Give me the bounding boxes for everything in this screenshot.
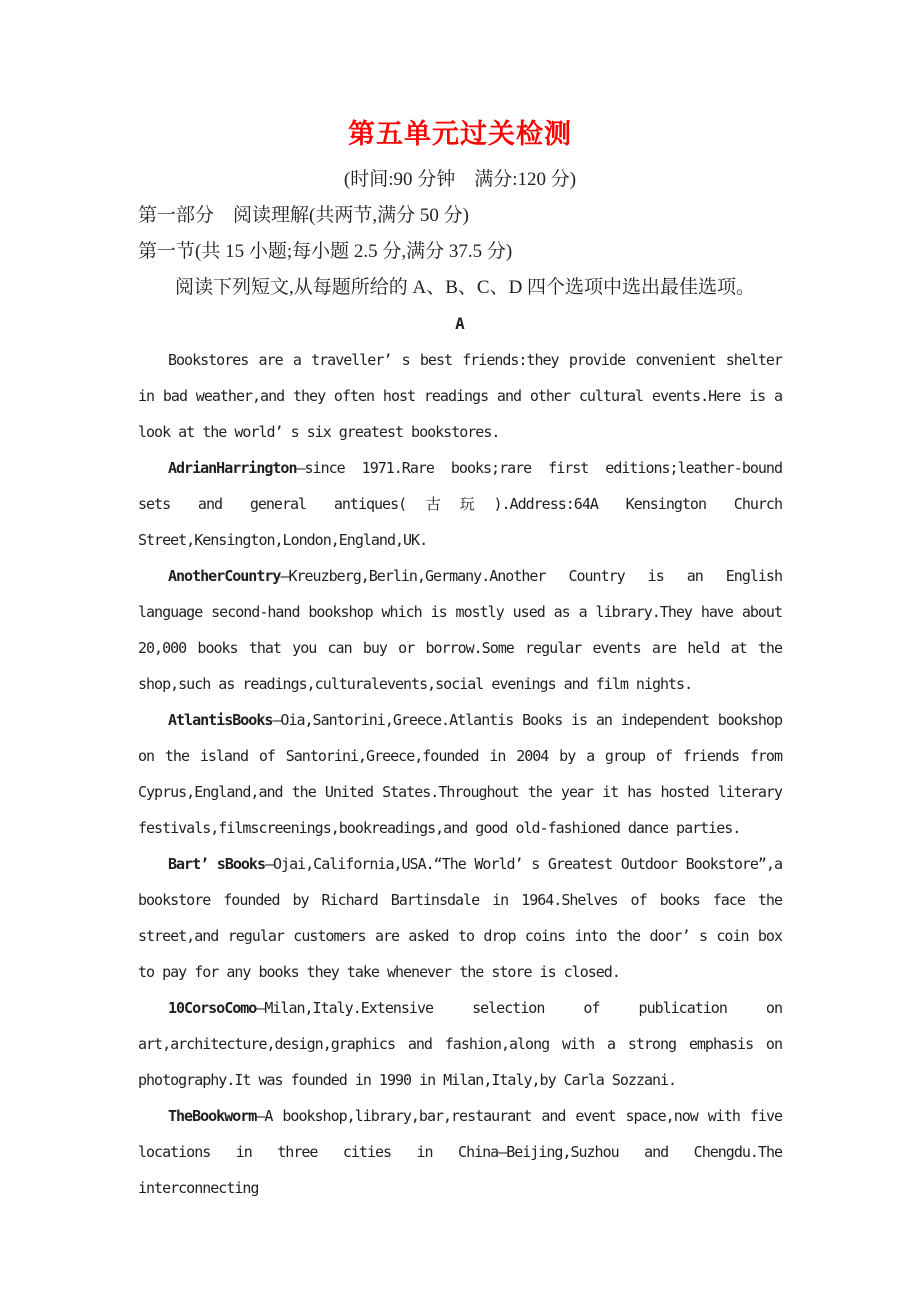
passage-label: A — [455, 314, 465, 333]
paragraph — [138, 450, 782, 558]
part1-heading: 第一部分 阅读理解(共两节,满分 50 分) — [138, 205, 469, 226]
paragraph — [138, 990, 782, 1098]
paragraph-lead: 10CorsoComo — [168, 999, 257, 1017]
exam-meta-line: (时间:90 分钟 满分:120 分) — [343, 169, 577, 190]
paragraph-text: Bookstores are a traveller’ s best friends:they provide convenient shelter in bad weather,and they often host readings and other cultural events.Here is a look at the world’ s six greatest bookstores. — [138, 351, 782, 441]
section1-heading: 第一节(共 15 小题;每小题 2.5 分,满分 37.5 分) — [138, 241, 513, 262]
paragraph — [138, 1098, 782, 1206]
paragraph — [138, 342, 782, 450]
paragraph-text: —Kreuzberg,Berlin,Germany.Another Country is an English language second-hand bookshop which is mostly used as a library.They have about 20,000 books that you can buy or borrow.Some regular events are held at the shop,such as readings,culturalevents,social evenings and film nights. — [138, 567, 782, 693]
paragraph-text: —A bookshop,library,bar,restaurant and event space,now with five locations in three cities in China—Beijing,Suzhou and Chengdu.The interconnecting — [138, 1107, 782, 1197]
paragraph-text: —since 1971.Rare books;rare first editions;leather-bound sets and general antiques(古玩).Address:64A Kensington Church Street,Kensington,London,England,UK. — [138, 459, 782, 549]
page-content — [138, 0, 782, 1206]
passage-paragraphs — [138, 342, 782, 1206]
paragraph-lead: AdrianHarrington — [168, 459, 297, 477]
paragraph-text: —Milan,Italy.Extensive selection of publication on art,architecture,design,graphics and fashion,along with a strong emphasis on photography.It was founded in 1990 in Milan,Italy,by Carla Sozzani. — [138, 999, 782, 1089]
reading-instructions: 阅读下列短文,从每题所给的 A、B、C、D 四个选项中选出最佳选项。 — [175, 277, 756, 298]
paragraph — [138, 702, 782, 846]
paragraph-text: —Ojai,California,USA.“The World’ s Greatest Outdoor Bookstore”,a bookstore founded by Richard Bartinsdale in 1964.Shelves of books face the street,and regular customers are asked to drop coins into the door’ s coin box to pay for any books they take whenever the store is closed. — [138, 855, 782, 981]
paragraph-text: —Oia,Santorini,Greece.Atlantis Books is an independent bookshop on the island of Santorini,Greece,founded in 2004 by a group of friends from Cyprus,England,and the United States.Throughout the year it has hosted literary festivals,filmscreenings,bookreadings,and good old-fashioned dance parties. — [138, 711, 782, 837]
paragraph-lead: AtlantisBooks — [168, 711, 273, 729]
page-title: 第五单元过关检测 — [348, 119, 572, 149]
paragraph — [138, 558, 782, 702]
paragraph-lead: AnotherCountry — [168, 567, 281, 585]
paragraph-lead: TheBookworm — [168, 1107, 257, 1125]
paragraph — [138, 846, 782, 990]
paragraph-lead: Bart’ sBooks — [168, 855, 265, 873]
